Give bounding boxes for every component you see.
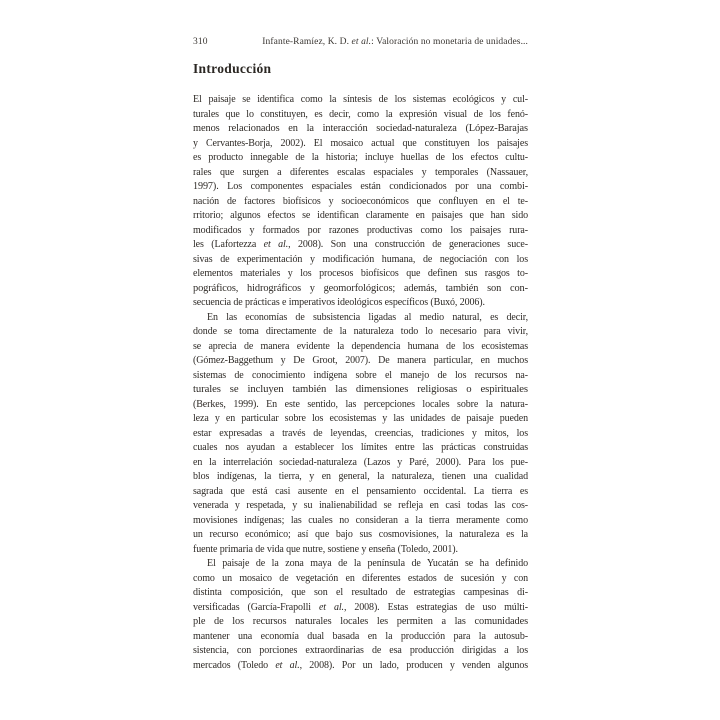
- paragraph: [193, 557, 528, 673]
- text-line: rritorio; algunos efectos se identifican claramente en paisajes que han sido: [193, 210, 528, 221]
- text-line: leza y en particular sobre los ecosistemas y las unidades de paisaje pueden: [193, 413, 528, 424]
- text-line: y Cervantes-Borja, 2002). El mosaico actual que constituyen los paisajes: [193, 137, 528, 149]
- text-line: En las economías de subsistencia ligadas al medio natural, es decir,: [207, 311, 528, 323]
- text-line: El paisaje se identifica como la síntesis de los sistemas ecológicos y cul-: [193, 94, 528, 105]
- text-line: secuencia de prácticas e imperativos ideológicos específicos (Buxó, 2006).: [193, 297, 485, 308]
- text-line: blos indígenas, la tierra, y en general, la naturaleza, tienen una cualidad: [193, 471, 528, 482]
- text-line: cuales nos ayudan a establecer los límites entre las prácticas construidas: [193, 442, 528, 453]
- article-body: [193, 93, 528, 673]
- text-line: pográficos, hidrográficos y geomorfológicos; además, también son con-: [193, 282, 528, 294]
- text-line: sistencia, con porciones extraordinarias de esa producción dirigidas a los: [193, 645, 528, 656]
- text-line: menos relacionados en la interacción sociedad-naturaleza (López-Barajas: [193, 123, 528, 134]
- text-line: (Gómez-Baggethum y De Groot, 2007). De manera particular, en muchos: [193, 355, 528, 366]
- page-header: [193, 37, 528, 47]
- text-line: 1997). Los componentes espaciales están condicionados por una combi-: [193, 181, 528, 192]
- text-line: rales que surgen a diferentes escalas espaciales y temporales (Nassauer,: [193, 166, 528, 178]
- text-line: estar expresadas a través de leyendas, creencias, tradiciones y mitos, los: [193, 427, 528, 439]
- text-line: donde se toma directamente de la naturaleza todo lo necesario para vivir,: [193, 326, 528, 337]
- text-line: un recurso económico; así que bajo sus cosmovisiones, la naturaleza es la: [193, 529, 528, 540]
- text-line: sistemas de conocimiento indígena sobre el manejo de los recursos na-: [193, 369, 528, 381]
- text-line: distinta composición, que son el resultado de estrategias campesinas di-: [193, 587, 528, 598]
- text-line: sivas de experimentación y modificación humana, de negociación con los: [193, 253, 528, 265]
- section-heading: Introducción: [193, 61, 272, 76]
- text-line: elementos materiales y los procesos biofísicos que definen sus rasgos to-: [193, 268, 528, 279]
- text-line: en la interrelación sociedad-naturaleza (Lazos y Paré, 2000). Para los pue-: [193, 456, 528, 468]
- text-line: movisiones indígenas; las cuales no consideran a la tierra meramente como: [193, 514, 528, 526]
- page-number: 310: [193, 37, 208, 47]
- text-line: les (Lafortezza et al., 2008). Son una construcción de generaciones suce-: [193, 239, 528, 250]
- text-line: versificadas (García-Frapolli et al., 2008). Estas estrategias de uso múlti-: [193, 601, 528, 613]
- text-line: mercados (Toledo et al., 2008). Por un lado, producen y venden algunos: [193, 659, 529, 671]
- text-line: fuente primaria de vida que nutre, sostiene y enseña (Toledo, 2001).: [193, 543, 458, 555]
- text-line: turales se incluyen también las dimensiones religiosas o espirituales: [193, 384, 528, 395]
- text-line: es producto innegable de la historia; incluye huellas de los efectos cultu-: [193, 152, 528, 163]
- paragraph: [193, 93, 528, 311]
- text-line: (Berkes, 1999). En este sentido, las percepciones locales sobre la natura-: [193, 398, 528, 410]
- running-head: Infante-Ramíez, K. D. et al.: Valoración no monetaria de unidades...: [262, 37, 528, 47]
- text-line: como un mosaico de vegetación en diferentes estados de sucesión y con: [193, 572, 528, 584]
- paragraph: [193, 311, 528, 558]
- text-line: modificados y formados por razones productivas como los paisajes rura-: [193, 224, 528, 236]
- text-line: se aprecia de manera evidente la dependencia humana de los ecosistemas: [193, 340, 528, 352]
- text-line: nación de factores biofísicos y socioeconómicos que confluyen en el te-: [193, 195, 528, 207]
- text-line: sagrada que está casi ausente en el pensamiento occidental. La tierra es: [193, 485, 528, 497]
- text-line: ple de los recursos naturales locales les permiten a las comunidades: [193, 616, 528, 627]
- text-line: turales que lo constituyen, es decir, como la expresión visual de los fenó-: [193, 108, 528, 120]
- text-line: mantener una economía dual basada en la producción para la autosub-: [193, 630, 528, 642]
- text-line: venerada y respetada, y su inalienabilidad se refleja en casi todas las cos-: [193, 500, 528, 511]
- text-line: El paisaje de la zona maya de la península de Yucatán se ha definido: [207, 558, 528, 569]
